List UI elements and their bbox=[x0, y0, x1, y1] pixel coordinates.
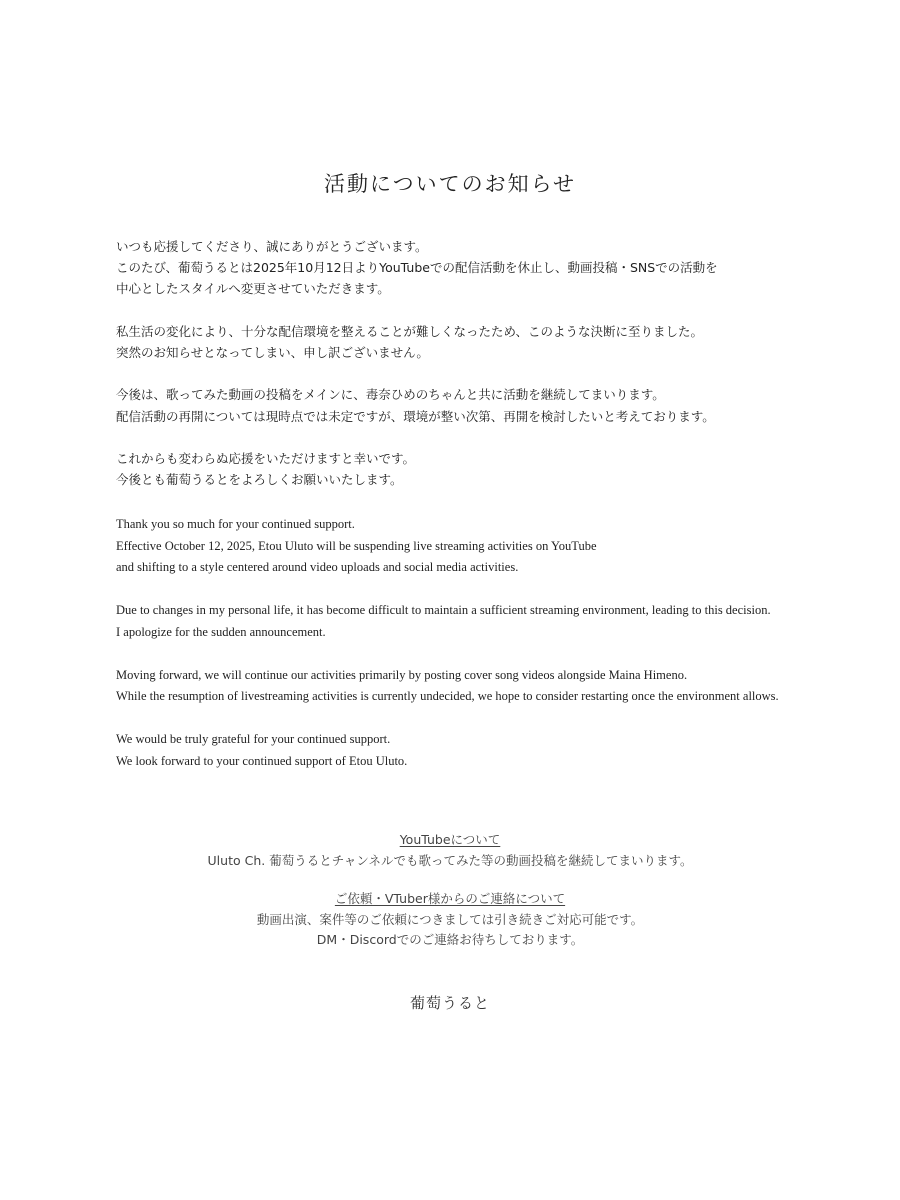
en-line: Moving forward, we will continue our activities primarily by posting cover song videos alongside Maina Himeno. bbox=[116, 667, 688, 682]
en-paragraph bbox=[116, 665, 836, 708]
signature: 葡萄うると bbox=[409, 994, 490, 1012]
contact-heading: ご依頼・VTuber様からのご連絡について bbox=[334, 891, 566, 906]
jp-line: 中心としたスタイルへ変更させていただきます。 bbox=[116, 281, 390, 297]
japanese-announcement bbox=[116, 236, 816, 512]
youtube-info bbox=[0, 830, 900, 871]
en-paragraph bbox=[116, 514, 836, 579]
en-line: I apologize for the sudden announcement. bbox=[116, 624, 326, 639]
contact-info-line: DM・Discordでのご連絡お待ちしております。 bbox=[316, 932, 584, 947]
youtube-heading: YouTubeについて bbox=[399, 832, 501, 847]
jp-line: このたび、葡萄うるとは2025年10月12日よりYouTubeでの配信活動を休止し、動画投稿・SNSでの活動を bbox=[116, 260, 718, 276]
info-section bbox=[0, 830, 900, 969]
en-line: While the resumption of livestreaming activities is currently undecided, we hope to consider restarting once the environment allows. bbox=[116, 689, 779, 703]
jp-paragraph bbox=[116, 448, 816, 490]
en-line: We look forward to your continued support of Etou Uluto. bbox=[116, 753, 408, 768]
jp-line: 配信活動の再開については現時点では未定ですが、環境が整い次第、再開を検討したいと考えております。 bbox=[116, 408, 715, 424]
jp-line: 私生活の変化により、十分な配信環境を整えることが難しくなったため、このような決断に至りました。 bbox=[116, 323, 704, 339]
jp-line: いつも応援してくださり、誠にありがとうございます。 bbox=[116, 239, 428, 254]
jp-paragraph bbox=[116, 236, 816, 300]
en-paragraph bbox=[116, 600, 836, 643]
en-line: and shifting to a style centered around video uploads and social media activities. bbox=[116, 560, 519, 574]
english-announcement bbox=[116, 514, 836, 794]
contact-info-line: 動画出演、案件等のご依頼につきましては引き続きご対応可能です。 bbox=[256, 911, 644, 927]
en-line: Effective October 12, 2025, Etou Uluto will be suspending live streaming activities on YouTube bbox=[116, 538, 597, 553]
youtube-info-line: Uluto Ch. 葡萄うるとチャンネルでも歌ってみた等の動画投稿を継続してまいります。 bbox=[207, 852, 693, 868]
page-title: 活動についてのお知らせ bbox=[324, 172, 576, 196]
jp-line: 突然のお知らせとなってしまい、申し訳ございません。 bbox=[116, 345, 429, 360]
jp-line: 今後とも葡萄うるとをよろしくお願いいたします。 bbox=[116, 472, 403, 488]
contact-info bbox=[0, 889, 900, 951]
en-line: Due to changes in my personal life, it has become difficult to maintain a sufficient streaming environment, leading to this decision. bbox=[116, 603, 771, 617]
en-line: Thank you so much for your continued support. bbox=[116, 517, 355, 531]
en-line: We would be truly grateful for your continued support. bbox=[116, 732, 391, 746]
en-paragraph bbox=[116, 729, 836, 772]
jp-line: これからも変わらぬ応援をいただけますと幸いです。 bbox=[116, 450, 416, 466]
jp-paragraph bbox=[116, 384, 816, 426]
jp-paragraph bbox=[116, 321, 816, 363]
jp-line: 今後は、歌ってみた動画の投稿をメインに、毒奈ひめのちゃんと共に活動を継続してまいります。 bbox=[116, 387, 665, 403]
